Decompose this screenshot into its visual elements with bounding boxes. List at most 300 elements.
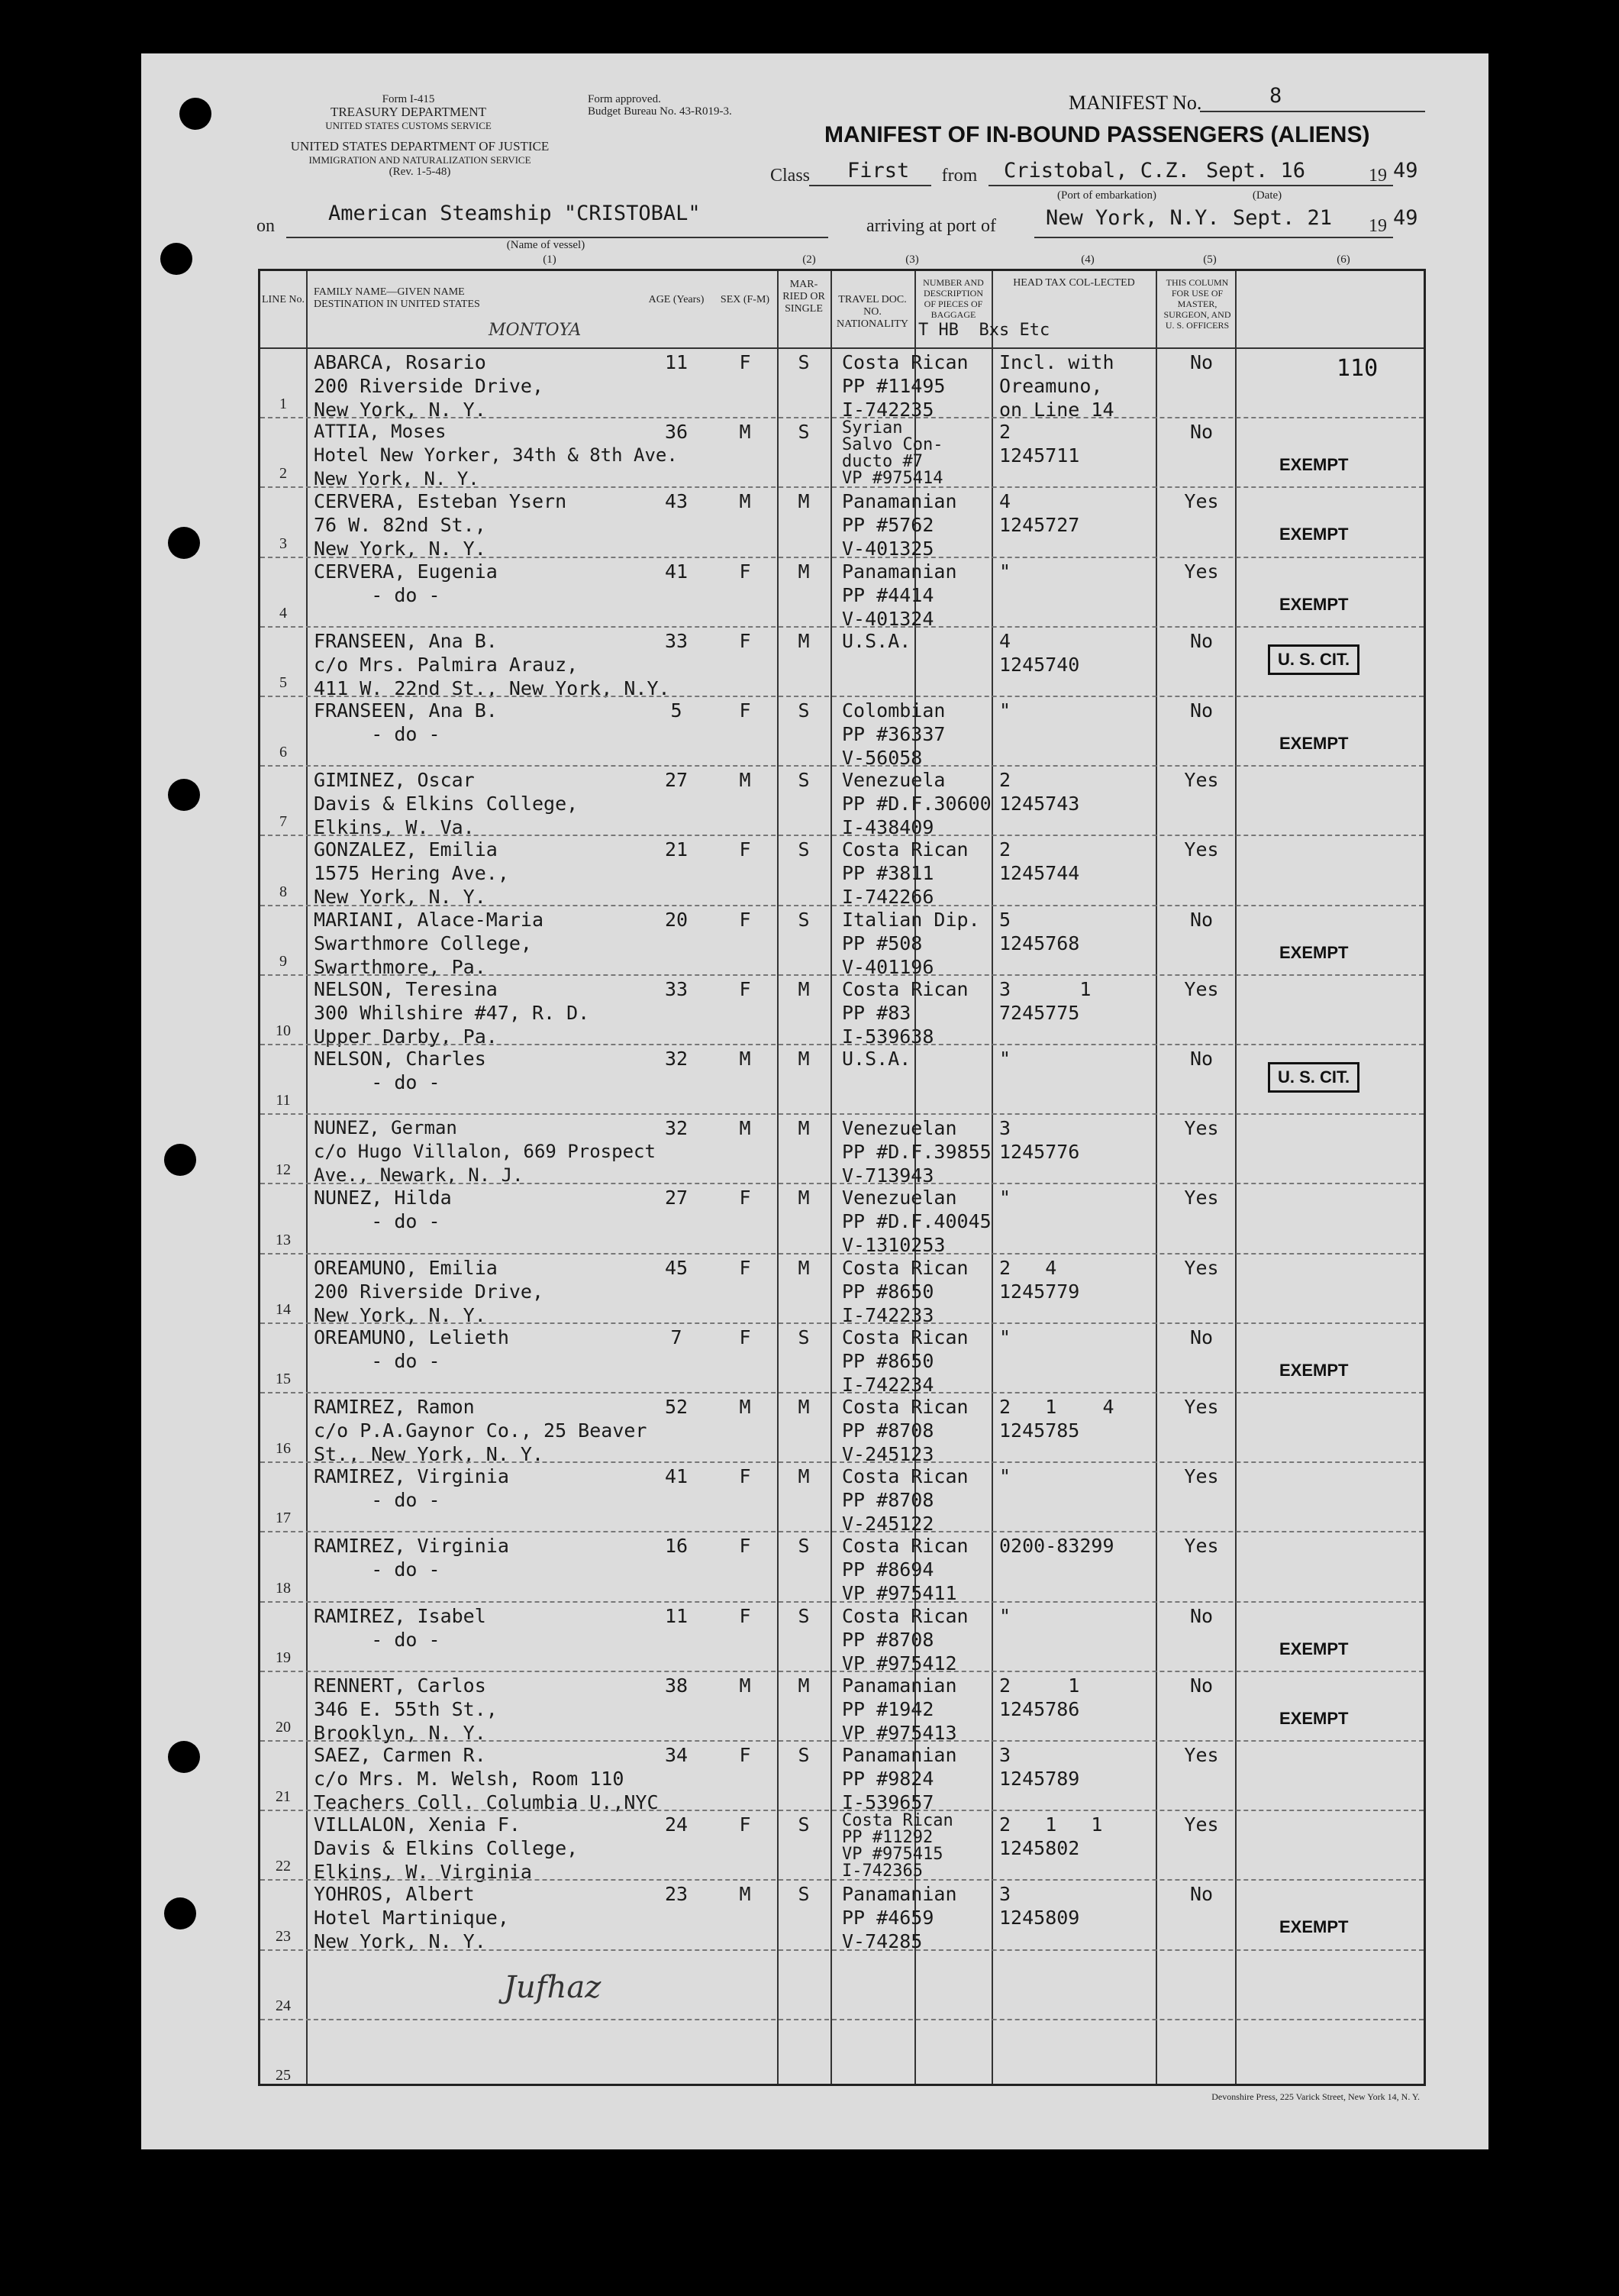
cell-bag: 3 1245776 — [999, 1117, 1080, 1164]
treasury-dept: TREASURY DEPARTMENT — [330, 105, 487, 119]
table-row — [260, 2019, 1424, 2088]
cell-age: 16 — [664, 1535, 689, 1558]
cell-ms: S — [798, 699, 810, 722]
cell-tax: Yes — [1184, 838, 1219, 861]
cell-name: MARIANI, Alace-Maria Swarthmore College, Swarthmore, Pa. — [314, 908, 544, 978]
col-num-5: (5) — [1203, 253, 1217, 266]
line-number: 15 — [276, 1370, 291, 1387]
cell-tax: No — [1189, 908, 1214, 931]
cell-age: 20 — [664, 908, 689, 931]
cell-doc: Costa Rican PP #83 I-539638 — [842, 977, 969, 1048]
cell-sex: M — [739, 1117, 751, 1140]
cell-tax: Yes — [1184, 1256, 1219, 1279]
line-number: 6 — [279, 744, 287, 761]
line-number: 19 — [276, 1649, 291, 1666]
line-number: 21 — [276, 1788, 291, 1806]
cell-sex: F — [739, 1465, 751, 1488]
cell-age: 32 — [664, 1117, 689, 1140]
table-row — [260, 835, 1424, 909]
cell-name: CERVERA, Esteban Ysern 76 W. 82nd St., New York, N. Y. — [314, 490, 567, 560]
cell-sex: M — [739, 1674, 751, 1697]
cell-doc: Costa Rican PP #8650 I-742233 — [842, 1256, 969, 1326]
cell-tax: No — [1189, 421, 1214, 444]
cell-age: 27 — [664, 769, 689, 792]
cell-ms: S — [798, 1744, 810, 1766]
cell-name: GIMINEZ, Oscar Davis & Elkins College, Elkins, W. Va. — [314, 769, 579, 839]
table-row — [260, 1671, 1424, 1744]
cell-bag: 2 1 4 1245785 — [999, 1396, 1114, 1442]
cell-tax: Yes — [1184, 1465, 1219, 1488]
cell-name: RENNERT, Carlos 346 E. 55th St., Brooklyn, N. Y. — [314, 1674, 498, 1744]
cell-sex: M — [739, 421, 751, 444]
cell-age: 5 — [670, 699, 682, 722]
cell-ms: S — [798, 1535, 810, 1558]
us-citizen-stamp: U. S. CIT. — [1268, 1062, 1359, 1093]
cell-bag: " — [999, 1048, 1011, 1070]
manifest-label: MANIFEST No. — [1069, 92, 1202, 114]
cell-name: OREAMUNO, Emilia 200 Riverside Drive, New York, N. Y. — [314, 1256, 544, 1326]
table-row — [260, 1392, 1424, 1465]
row-divider — [260, 1113, 1424, 1115]
line-number: 23 — [276, 1927, 291, 1945]
col-num-2: (2) — [802, 253, 816, 266]
header-officers: THIS COLUMN FOR USE OF MASTER, SURGEON, AND U. S. OFFICERS — [1163, 277, 1231, 331]
cell-name: RAMIREZ, Isabel - do - — [314, 1604, 486, 1651]
exempt-stamp: EXEMPT — [1279, 734, 1349, 753]
cell-tax: No — [1189, 1326, 1214, 1348]
col-num-4: (4) — [1081, 253, 1095, 266]
cell-tax: Yes — [1184, 490, 1219, 513]
header-age: AGE (Years) — [648, 294, 705, 305]
cell-bag: 2 1245711 — [999, 421, 1080, 467]
table-row — [260, 1531, 1424, 1605]
arrival-date: Sept. 21 — [1233, 206, 1333, 230]
cell-ms: S — [798, 769, 810, 792]
line-number: 1 — [279, 396, 287, 413]
cell-ms: M — [798, 1117, 810, 1140]
table-row — [260, 1601, 1424, 1674]
punch-hole — [168, 527, 200, 559]
exempt-stamp: EXEMPT — [1279, 1639, 1349, 1658]
cell-age: 38 — [664, 1674, 689, 1697]
on-label: on — [256, 216, 275, 236]
table-row — [260, 486, 1424, 560]
punch-hole — [168, 1741, 200, 1773]
vessel-label: (Name of vessel) — [506, 239, 585, 251]
customs-service: UNITED STATES CUSTOMS SERVICE — [325, 120, 492, 131]
col-num-6: (6) — [1337, 253, 1350, 266]
cell-name: YOHROS, Albert Hotel Martinique, New York, N. Y. — [314, 1883, 509, 1953]
cell-sex: M — [739, 1883, 751, 1906]
cell-sex: F — [739, 838, 751, 861]
punch-hole — [168, 779, 200, 811]
cell-bag: 4 1245727 — [999, 490, 1080, 537]
line-number: 5 — [279, 673, 287, 691]
cell-age: 36 — [664, 421, 689, 444]
table-row — [260, 417, 1424, 490]
row-divider — [260, 765, 1424, 767]
header-baggage: NUMBER AND DESCRIPTION OF PIECES OF BAGGAGE — [923, 277, 984, 320]
cell-bag: 2 4 1245779 — [999, 1256, 1080, 1303]
cell-ms: S — [798, 421, 810, 444]
cell-bag: 3 1245789 — [999, 1744, 1080, 1790]
exempt-stamp: EXEMPT — [1279, 594, 1349, 614]
cell-doc: Costa Rican PP #8650 I-742234 — [842, 1326, 969, 1396]
cell-bag: 3 1245809 — [999, 1883, 1080, 1929]
manifest-title: MANIFEST OF IN-BOUND PASSENGERS (ALIENS) — [824, 122, 1370, 147]
ins-service: IMMIGRATION AND NATURALIZATION SERVICE — [308, 154, 531, 166]
cell-doc: Costa Rican PP #8694 VP #975411 — [842, 1535, 969, 1605]
cell-tax: No — [1189, 699, 1214, 722]
line-number: 22 — [276, 1858, 291, 1875]
table-row — [260, 1322, 1424, 1396]
line-number: 24 — [276, 1997, 291, 2014]
cell-age: 33 — [664, 977, 689, 1000]
cell-bag: " — [999, 699, 1011, 722]
cell-doc: Italian Dip. PP #508 V-401196 — [842, 908, 980, 978]
table-row — [260, 905, 1424, 978]
cell-ms: M — [798, 1048, 810, 1070]
cell-ms: M — [798, 1674, 810, 1697]
arrival-underline — [1034, 237, 1393, 238]
cell-bag: " — [999, 1326, 1011, 1348]
cell-name: ATTIA, Moses Hotel New Yorker, 34th & 8th Ave. New York, N. Y. — [314, 421, 678, 490]
year-prefix: 19 — [1369, 166, 1387, 186]
class-value: First — [847, 159, 910, 182]
cell-age: 23 — [664, 1883, 689, 1906]
table-row — [260, 765, 1424, 839]
cell-ms: M — [798, 977, 810, 1000]
exempt-stamp: EXEMPT — [1279, 1360, 1349, 1380]
col-num-1: (1) — [543, 253, 556, 266]
exempt-stamp: EXEMPT — [1279, 1708, 1349, 1728]
cell-age: 11 — [664, 351, 689, 373]
cell-sex: F — [739, 699, 751, 722]
cell-sex: F — [739, 1256, 751, 1279]
row-divider — [260, 835, 1424, 836]
header-travel-doc: TRAVEL DOC. NO. NATIONALITY — [836, 294, 909, 330]
cell-ms: S — [798, 908, 810, 931]
header-name: FAMILY NAME—GIVEN NAME DESTINATION IN UNITED STATES — [314, 286, 480, 310]
cell-ms: M — [798, 1256, 810, 1279]
line-number: 25 — [276, 2066, 291, 2084]
cell-name: RAMIREZ, Virginia - do - — [314, 1465, 509, 1512]
cell-doc: Colombian PP #36337 V-56058 — [842, 699, 946, 769]
cell-sex: F — [739, 1744, 751, 1766]
line-number: 4 — [279, 604, 287, 622]
table-row — [260, 1183, 1424, 1257]
line-number: 13 — [276, 1231, 291, 1248]
cell-sex: F — [739, 1604, 751, 1627]
cell-ms: M — [798, 1465, 810, 1488]
cell-ms: M — [798, 560, 810, 583]
row-divider — [260, 1740, 1424, 1742]
line-number: 10 — [276, 1022, 291, 1039]
row-divider — [260, 1183, 1424, 1184]
table-row — [260, 1113, 1424, 1187]
cell-age: 11 — [664, 1604, 689, 1627]
cell-name: ABARCA, Rosario 200 Riverside Drive, New York, N. Y. — [314, 351, 544, 421]
cell-name: VILLALON, Xenia F. Davis & Elkins College, Elkins, W. Virginia — [314, 1813, 579, 1884]
officer-note: 110 — [1337, 355, 1379, 382]
cell-doc: Costa Rican PP #8708 V-245122 — [842, 1465, 969, 1536]
us-citizen-stamp: U. S. CIT. — [1268, 644, 1359, 675]
col-num-3: (3) — [905, 253, 919, 266]
cell-sex: F — [739, 977, 751, 1000]
cell-ms: S — [798, 838, 810, 861]
manifest-underline — [1200, 111, 1425, 112]
class-underline — [809, 185, 931, 186]
cell-ms: M — [798, 490, 810, 513]
cell-sex: F — [739, 560, 751, 583]
cell-tax: No — [1189, 1048, 1214, 1070]
cell-sex: F — [739, 1326, 751, 1348]
exempt-stamp: EXEMPT — [1279, 942, 1349, 962]
cell-bag: " — [999, 1604, 1011, 1627]
table-row — [260, 1253, 1424, 1326]
table-row — [260, 1740, 1424, 1813]
from-underline — [988, 185, 1393, 186]
cell-ms: S — [798, 1326, 810, 1348]
line-number: 2 — [279, 465, 287, 483]
cell-age: 43 — [664, 490, 689, 513]
row-divider — [260, 1531, 1424, 1532]
cell-age: 32 — [664, 1048, 689, 1070]
cell-ms: M — [798, 629, 810, 652]
cell-doc: Panamanian PP #4414 V-401324 — [842, 560, 957, 630]
cell-age: 41 — [664, 1465, 689, 1488]
row-divider — [260, 1601, 1424, 1603]
printer-imprint: Devonshire Press, 225 Varick Street, New York 14, N. Y. — [1211, 2091, 1420, 2102]
cell-doc: Costa Rican PP #8708 V-245123 — [842, 1396, 969, 1465]
cell-tax: Yes — [1184, 769, 1219, 792]
cell-name: NUNEZ, German c/o Hugo Villalon, 669 Prospect Ave., Newark, N. J. — [314, 1117, 656, 1187]
cell-sex: F — [739, 908, 751, 931]
cell-doc: Venezuela PP #D.F.30600 I-438409 — [842, 769, 992, 839]
cell-bag: 2 1 1 1245802 — [999, 1813, 1103, 1860]
table-row — [260, 626, 1424, 699]
cell-bag: " — [999, 560, 1011, 583]
cell-doc: Panamanian PP #9824 I-539657 — [842, 1744, 957, 1813]
cell-ms: S — [798, 1883, 810, 1906]
exempt-stamp: EXEMPT — [1279, 1917, 1349, 1937]
cell-sex: M — [739, 1396, 751, 1418]
cell-doc: Venezuelan PP #D.F.39855 V-713943 — [842, 1117, 992, 1187]
table-row — [260, 974, 1424, 1048]
cell-doc: Panamanian PP #4659 V-74285 — [842, 1883, 957, 1953]
row-divider — [260, 1461, 1424, 1463]
line-number: 8 — [279, 883, 287, 900]
line-number: 11 — [276, 1092, 291, 1109]
cell-doc: Costa Rican PP #11495 I-742235 — [842, 351, 969, 421]
cell-age: 45 — [664, 1256, 689, 1279]
from-label: from — [941, 166, 978, 186]
cell-name: NUNEZ, Hilda - do - — [314, 1187, 452, 1233]
row-divider — [260, 1392, 1424, 1393]
table-row — [260, 1810, 1424, 1884]
cell-doc: Costa Rican PP #3811 I-742266 — [842, 838, 969, 909]
date-label: (Date) — [1252, 189, 1282, 202]
cell-doc: Syrian Salvo Con- ducto #7 VP #975414 — [842, 418, 943, 489]
row-divider — [260, 1949, 1424, 1951]
handwritten-signature: Jufhaz — [504, 1970, 601, 2005]
arriving-label: arriving at port of — [866, 216, 996, 236]
cell-sex: F — [739, 1187, 751, 1209]
header-head-tax: HEAD TAX COL-LECTED — [1013, 277, 1135, 289]
cell-name: RAMIREZ, Virginia - do - — [314, 1535, 509, 1581]
cell-doc: U.S.A. — [842, 1048, 911, 1070]
form-number: Form I-415 — [382, 93, 435, 105]
baggage-subheader: T HB Bxs Etc — [918, 321, 1050, 340]
class-label: Class — [769, 166, 810, 186]
arrival-year-prefix: 19 — [1369, 216, 1387, 236]
form-revision: (Rev. 1-5-48) — [389, 166, 451, 178]
row-divider — [260, 696, 1424, 697]
cell-bag: 2 1 1245786 — [999, 1674, 1080, 1720]
cell-sex: F — [739, 629, 751, 652]
cell-name: FRANSEEN, Ana B. c/o Mrs. Palmira Arauz, 411 W. 22nd St., New York, N.Y. — [314, 629, 670, 699]
row-divider — [260, 905, 1424, 906]
cell-tax: Yes — [1184, 1187, 1219, 1209]
cell-doc: Venezuelan PP #D.F.40045 V-1310253 — [842, 1187, 992, 1257]
cell-tax: Yes — [1184, 1744, 1219, 1766]
cell-tax: Yes — [1184, 560, 1219, 583]
cell-doc: Panamanian PP #5762 V-401325 — [842, 490, 957, 560]
cell-age: 24 — [664, 1813, 689, 1836]
exempt-stamp: EXEMPT — [1279, 455, 1349, 475]
line-number: 7 — [279, 813, 287, 831]
cell-bag: 4 1245740 — [999, 629, 1080, 676]
exempt-stamp: EXEMPT — [1279, 525, 1349, 544]
cell-age: 33 — [664, 629, 689, 652]
cell-name: SAEZ, Carmen R. c/o Mrs. M. Welsh, Room 110 Teachers Coll. Columbia U.,NYC — [314, 1744, 659, 1813]
row-divider — [260, 626, 1424, 628]
cell-name: RAMIREZ, Ramon c/o P.A.Gaynor Co., 25 Beaver St., New York, N. Y. — [314, 1396, 647, 1465]
cell-sex: M — [739, 490, 751, 513]
cell-age: 41 — [664, 560, 689, 583]
row-divider — [260, 1322, 1424, 1324]
cell-bag: 5 1245768 — [999, 908, 1080, 954]
table-row — [260, 1949, 1424, 2019]
vessel-name: American Steamship "CRISTOBAL" — [328, 202, 701, 225]
passenger-table — [258, 269, 1426, 2086]
row-divider — [260, 2019, 1424, 2020]
budget-bureau: Budget Bureau No. 43-R019-3. — [588, 105, 732, 118]
cell-ms: M — [798, 1396, 810, 1418]
cell-bag: 2 1245743 — [999, 769, 1080, 815]
line-number: 18 — [276, 1579, 291, 1597]
cell-doc: Panamanian PP #1942 VP #975413 — [842, 1674, 957, 1744]
cell-doc: Costa Rican PP #11292 VP #975415 I-742365 — [842, 1811, 953, 1881]
cell-tax: No — [1189, 1674, 1214, 1697]
cell-bag: 3 1 7245775 — [999, 977, 1092, 1024]
table-row — [260, 347, 1424, 421]
header-line-no: LINE No. — [262, 294, 305, 305]
port-embarkation-label: (Port of embarkation) — [1057, 189, 1156, 202]
cell-sex: F — [739, 1813, 751, 1836]
arrival-year: 49 — [1393, 206, 1418, 230]
year-value: 49 — [1393, 159, 1418, 182]
cell-name: GONZALEZ, Emilia 1575 Hering Ave., New York, N. Y. — [314, 838, 509, 909]
cell-sex: M — [739, 769, 751, 792]
punch-hole — [160, 243, 192, 275]
punch-hole — [179, 98, 211, 130]
cell-age: 27 — [664, 1187, 689, 1209]
line-number: 17 — [276, 1510, 291, 1527]
cell-name: NELSON, Teresina 300 Whilshire #47, R. D. Upper Darby, Pa. — [314, 977, 590, 1048]
cell-tax: Yes — [1184, 1813, 1219, 1836]
line-number: 20 — [276, 1718, 291, 1736]
line-number: 14 — [276, 1300, 291, 1318]
handwritten-montoya: MONTOYA — [489, 321, 582, 340]
cell-sex: F — [739, 351, 751, 373]
line-number: 9 — [279, 952, 287, 970]
cell-tax: Yes — [1184, 1117, 1219, 1140]
cell-name: OREAMUNO, Lelieth - do - — [314, 1326, 509, 1372]
punch-hole — [164, 1897, 196, 1929]
cell-age: 52 — [664, 1396, 689, 1418]
cell-tax: No — [1189, 629, 1214, 652]
cell-name: FRANSEEN, Ana B. - do - — [314, 699, 498, 745]
cell-bag: Incl. with Oreamuno, on Line 14 — [999, 351, 1114, 421]
justice-dept: UNITED STATES DEPARTMENT OF JUSTICE — [290, 139, 550, 153]
row-divider — [260, 1671, 1424, 1672]
cell-tax: Yes — [1184, 1396, 1219, 1418]
cell-name: NELSON, Charles - do - — [314, 1048, 486, 1093]
row-divider — [260, 974, 1424, 976]
table-row — [260, 1879, 1424, 1953]
cell-tax: Yes — [1184, 977, 1219, 1000]
cell-ms: M — [798, 1187, 810, 1209]
cell-tax: No — [1189, 1883, 1214, 1906]
cell-bag: 0200-83299 — [999, 1535, 1114, 1558]
cell-bag: " — [999, 1187, 1011, 1209]
cell-ms: S — [798, 351, 810, 373]
header-sex: SEX (F-M) — [720, 294, 770, 305]
cell-ms: S — [798, 1813, 810, 1836]
row-divider — [260, 1879, 1424, 1881]
cell-age: 7 — [670, 1326, 682, 1348]
cell-doc: Costa Rican PP #8708 VP #975412 — [842, 1604, 969, 1674]
row-divider — [260, 486, 1424, 488]
line-number: 16 — [276, 1440, 291, 1458]
cell-doc: U.S.A. — [842, 629, 911, 652]
manifest-number: 8 — [1269, 84, 1282, 108]
header-married: MAR-RIED OR SINGLE — [782, 279, 825, 315]
table-row — [260, 1044, 1424, 1113]
punch-hole — [164, 1144, 196, 1176]
cell-bag: " — [999, 1465, 1011, 1488]
form-approved: Form approved. — [588, 93, 661, 105]
cell-bag: 2 1245744 — [999, 838, 1080, 885]
table-row — [260, 1461, 1424, 1536]
line-number: 12 — [276, 1161, 291, 1179]
cell-tax: Yes — [1184, 1535, 1219, 1558]
row-divider — [260, 557, 1424, 558]
cell-sex: M — [739, 1048, 751, 1070]
cell-age: 34 — [664, 1744, 689, 1766]
table-row — [260, 696, 1424, 769]
table-row — [260, 557, 1424, 630]
vessel-underline — [286, 237, 828, 238]
from-port: Cristobal, C.Z. — [1004, 159, 1190, 182]
row-divider — [260, 1253, 1424, 1255]
cell-name: CERVERA, Eugenia - do - — [314, 560, 498, 606]
cell-tax: No — [1189, 1604, 1214, 1627]
cell-tax: No — [1189, 351, 1214, 373]
sailed-date: Sept. 16 — [1206, 159, 1306, 182]
cell-sex: F — [739, 1535, 751, 1558]
